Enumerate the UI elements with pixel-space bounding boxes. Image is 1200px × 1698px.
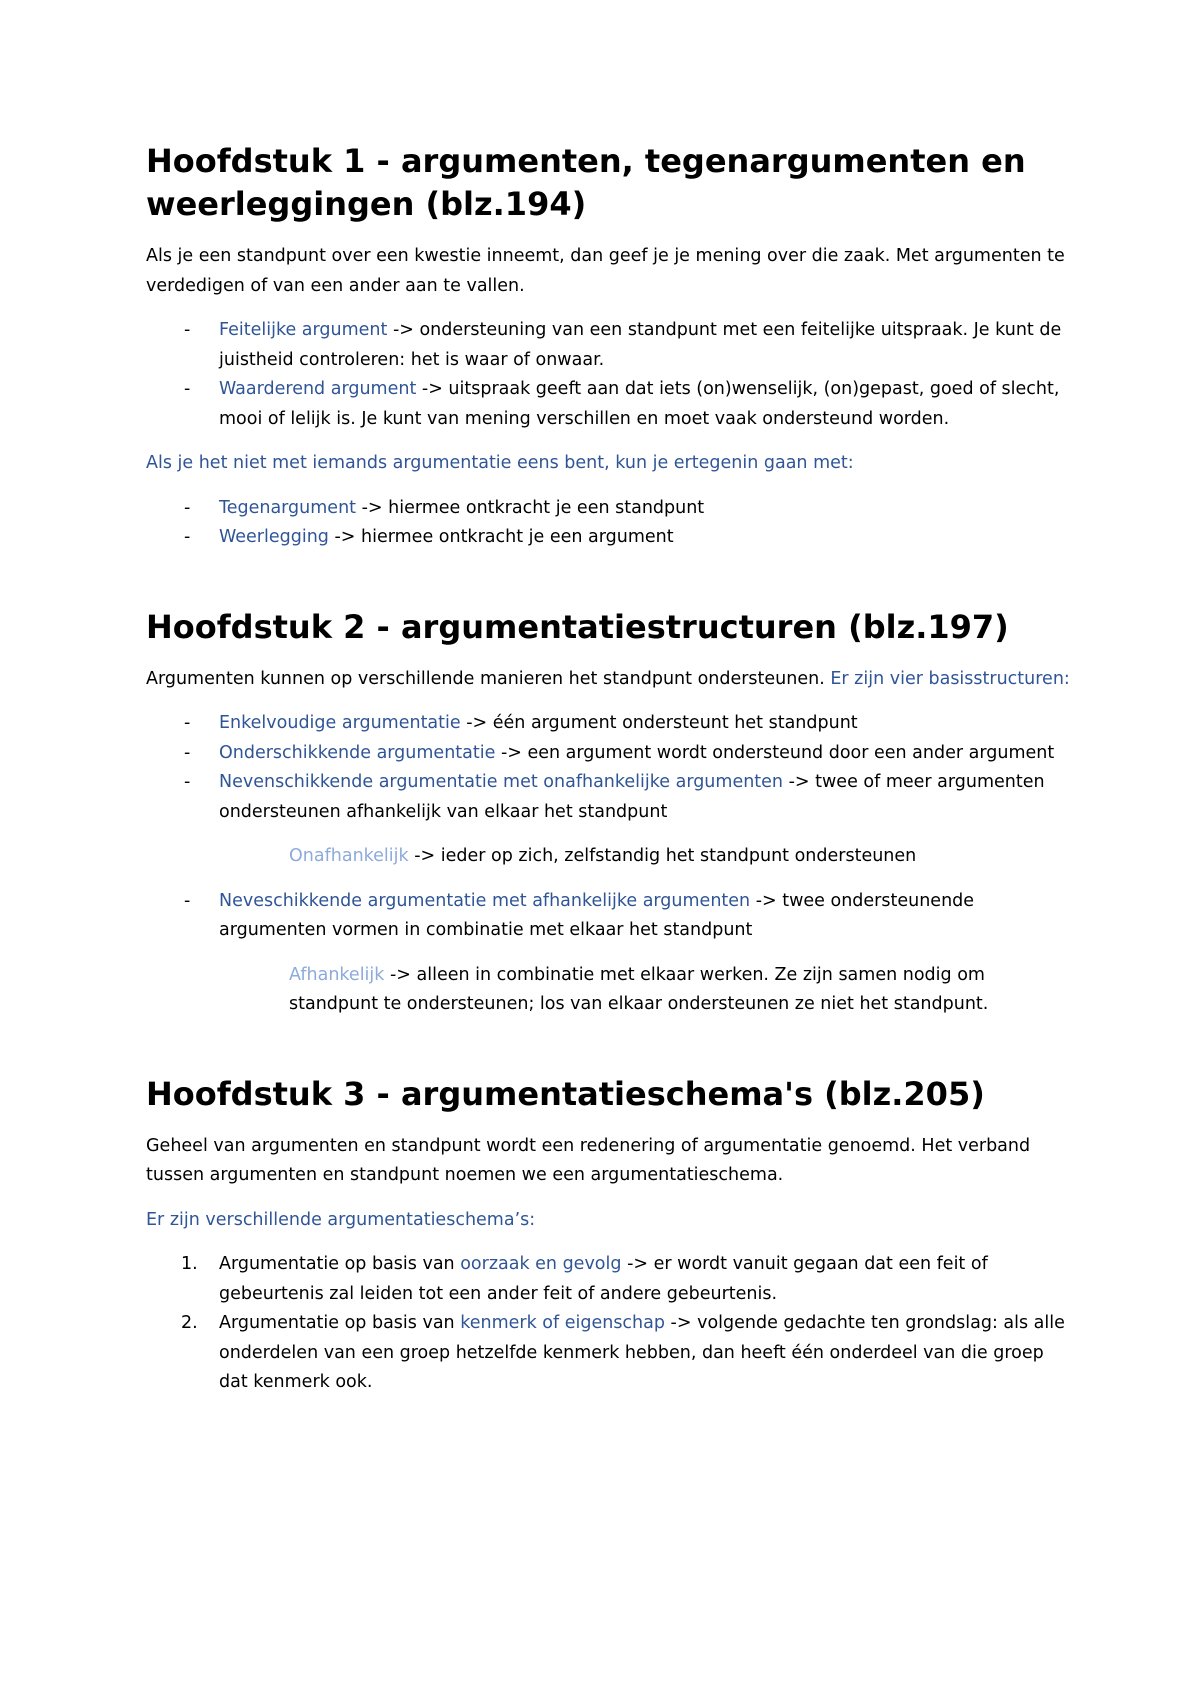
list-item: [146, 316, 1076, 375]
term-description: -> twee of meer argumenten ondersteunen afhankelijk van elkaar het standpunt: [219, 772, 1045, 822]
list-item: [146, 709, 1076, 739]
chapter-1-intro: Als je een standpunt over een kwestie inneemt, dan geef je je mening over die zaak. Met argumenten te verdedigen of van een ander aan te vallen.: [146, 246, 1065, 296]
list-item: [146, 887, 1076, 946]
dash-bullet: -: [184, 890, 191, 911]
term-enkelvoudige-argumentatie: Enkelvoudige argumentatie: [219, 713, 461, 733]
chapter-3-subtitle: Er zijn verschillende argumentatieschema’s:: [146, 1209, 536, 1230]
term-feitelijke-argument: Feitelijke argument: [219, 320, 388, 340]
chapter-2-structure-list: [146, 709, 1076, 827]
dash-bullet: -: [184, 527, 191, 547]
dash-bullet: -: [184, 379, 191, 399]
list-item: [146, 494, 1076, 524]
note-term: Afhankelijk: [289, 964, 385, 985]
list-item: [146, 523, 1076, 553]
intro-highlight: Er zijn vier basisstructuren:: [830, 668, 1070, 689]
document-content: [146, 140, 1076, 1398]
chapter-3-intro: Geheel van argumenten en standpunt wordt een redenering of argumentatie genoemd. Het verband tussen argumenten en standpunt noemen we een argumentatieschema.: [146, 1135, 1031, 1185]
term-description: -> hiermee ontkracht je een argument: [328, 527, 674, 547]
term-nevenschikkende-onafhankelijk: Nevenschikkende argumentatie met onafhankelijke argumenten: [219, 772, 784, 792]
term-description: -> uitspraak geeft aan dat iets (on)wenselijk, (on)gepast, goed of slecht, mooi of lelijk is. Je kunt van mening verschillen en moet vaak ondersteund worden.: [219, 379, 1060, 429]
chapter-2-heading: Hoofdstuk 2 - argumentatiestructuren (blz.197): [146, 607, 1009, 646]
note-text: -> ieder op zich, zelfstandig het standpunt ondersteunen: [408, 846, 917, 866]
term-description: -> hiermee ontkracht je een standpunt: [356, 497, 705, 518]
dash-bullet: -: [184, 320, 191, 340]
note-onafhankelijk: [146, 842, 1076, 872]
term-weerlegging: Weerlegging: [219, 527, 329, 547]
chapter-2-intro: [146, 665, 1076, 695]
term-neveschikkende-afhankelijk: Neveschikkende argumentatie met afhankelijke argumenten: [219, 890, 751, 911]
list-item: [146, 1309, 1076, 1398]
list-item: [146, 739, 1076, 769]
chapter-1-heading: Hoofdstuk 1 - argumenten, tegenargumenten en weerleggingen (blz.194): [146, 142, 1026, 223]
chapter-1-argument-list: [146, 316, 1076, 434]
term-description: -> volgende gedachte ten grondslag: als alle onderdelen van een groep hetzelfde kenmerk hebben, dan heeft één onderdeel van die groep dat kenmerk ook.: [219, 1313, 1065, 1392]
chapter-3-heading: Hoofdstuk 3 - argumentatieschema's (blz.205): [146, 1074, 985, 1113]
note-text: -> alleen in combinatie met elkaar werken. Ze zijn samen nodig om standpunt te ondersteunen; los van elkaar ondersteunen ze niet het standpunt.: [289, 964, 989, 1014]
term-description: -> er wordt vanuit gegaan dat een feit of gebeurtenis zal leiden tot een ander feit of andere gebeurtenis.: [219, 1254, 988, 1304]
list-item: [146, 1250, 1076, 1309]
term-description: -> twee ondersteunende argumenten vormen in combinatie met elkaar het standpunt: [219, 890, 975, 940]
list-number: 1.: [181, 1254, 198, 1274]
note-term: Onafhankelijk: [289, 846, 409, 866]
term-onderschikkende-argumentatie: Onderschikkende argumentatie: [219, 742, 496, 763]
chapter-3-schema-list: [146, 1250, 1076, 1398]
chapter-1-counter-list: [146, 494, 1076, 553]
intro-text: Argumenten kunnen op verschillende manieren het standpunt ondersteunen.: [146, 668, 831, 689]
term-description: -> een argument wordt ondersteund door een ander argument: [495, 742, 1055, 763]
dash-bullet: -: [184, 497, 191, 518]
term-waarderend-argument: Waarderend argument: [219, 379, 417, 399]
term-description: -> ondersteuning van een standpunt met een feitelijke uitspraak. Je kunt de juistheid controleren: het is waar of onwaar.: [219, 320, 1062, 370]
chapter-1-question: Als je het niet met iemands argumentatie eens bent, kun je ertegenin gaan met:: [146, 453, 854, 473]
chapter-2-structure-list-continued: [146, 887, 1076, 946]
list-item: [146, 375, 1076, 434]
dash-bullet: -: [184, 772, 191, 792]
list-item: [146, 768, 1076, 827]
dash-bullet: -: [184, 713, 191, 733]
term-kenmerk-of-eigenschap: kenmerk of eigenschap: [460, 1313, 665, 1333]
list-number: 2.: [181, 1313, 198, 1333]
note-afhankelijk: [146, 961, 1076, 1020]
item-prefix: Argumentatie op basis van: [219, 1313, 461, 1333]
item-prefix: Argumentatie op basis van: [219, 1254, 461, 1274]
term-tegenargument: Tegenargument: [219, 497, 357, 518]
term-oorzaak-en-gevolg: oorzaak en gevolg: [460, 1254, 622, 1274]
dash-bullet: -: [184, 742, 191, 763]
term-description: -> één argument ondersteunt het standpunt: [460, 713, 858, 733]
